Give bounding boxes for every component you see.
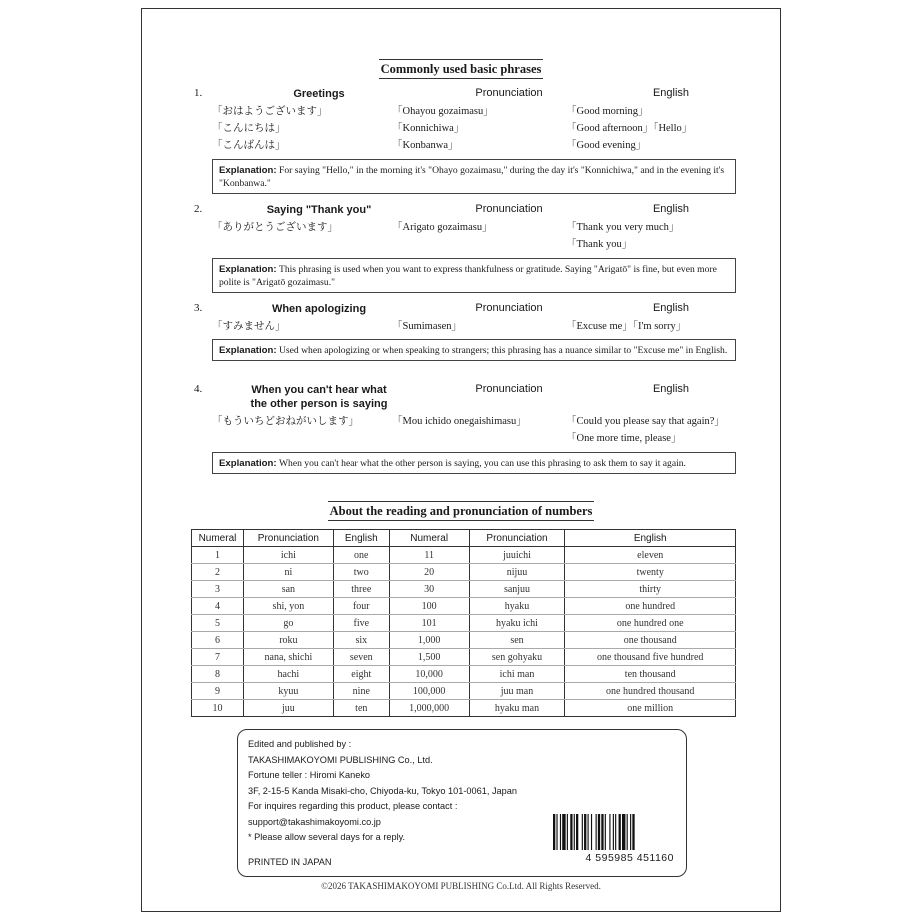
column-header: Pronunciation	[243, 530, 333, 547]
explanation-box: Explanation: Used when apologizing or when speaking to strangers; this phrasing has a nuance similar to "Excuse me" in English.	[212, 339, 736, 361]
table-cell: one million	[565, 700, 736, 717]
table-header-row	[192, 530, 736, 547]
table-cell: twenty	[565, 564, 736, 581]
fortune-teller: Fortune teller : Hiromi Kaneko	[248, 770, 371, 780]
table-row	[192, 598, 736, 615]
table-cell: 3	[192, 581, 244, 598]
phrase-row: 「Thank you」	[566, 239, 633, 250]
table-row	[192, 666, 736, 683]
publisher-info-box	[237, 729, 687, 877]
table-cell: one thousand five hundred	[565, 649, 736, 666]
table-cell: sen	[469, 632, 565, 649]
english-header: English	[652, 302, 690, 314]
numbers-title: About the reading and pronunciation of numbers	[142, 501, 780, 521]
phrase-row: 「もういちどおねがいします」 「Mou ichido onegaishimasu」 「Could you please say that again?」	[212, 416, 725, 427]
phrase-section-cant-hear	[194, 383, 734, 447]
table-cell: 1,500	[389, 649, 469, 666]
table-cell: 11	[389, 547, 469, 564]
table-cell: thirty	[565, 581, 736, 598]
table-cell: hachi	[243, 666, 333, 683]
section-number: 1.	[194, 87, 203, 99]
table-cell: ni	[243, 564, 333, 581]
section-number: 4.	[194, 383, 203, 395]
table-cell: san	[243, 581, 333, 598]
document-page	[141, 8, 781, 912]
table-cell: 100	[389, 598, 469, 615]
publisher-name: TAKASHIMAKOYOMI PUBLISHING Co., Ltd.	[248, 754, 433, 765]
phrases-title: Commonly used basic phrases	[142, 59, 780, 79]
table-cell: 4	[192, 598, 244, 615]
pronunciation-header: Pronunciation	[475, 302, 543, 314]
table-row	[192, 649, 736, 666]
printed-in: PRINTED IN JAPAN	[248, 856, 332, 867]
address: 3F, 2-15-5 Kanda Misaki-cho, Chiyoda-ku, Tokyo 101-0061, Japan	[248, 785, 517, 796]
column-header: Numeral	[389, 530, 469, 547]
table-cell: juuichi	[469, 547, 565, 564]
table-cell: sen gohyaku	[469, 649, 565, 666]
table-row	[192, 632, 736, 649]
table-cell: 1,000,000	[389, 700, 469, 717]
table-cell: hyaku ichi	[469, 615, 565, 632]
reply-note: * Please allow several days for a reply.	[248, 832, 406, 842]
column-header: English	[565, 530, 736, 547]
table-cell: one thousand	[565, 632, 736, 649]
table-cell: 5	[192, 615, 244, 632]
table-cell: one	[333, 547, 389, 564]
table-cell: one hundred one	[565, 615, 736, 632]
table-cell: sanjuu	[469, 581, 565, 598]
english-header: English	[652, 383, 690, 395]
table-cell: 10,000	[389, 666, 469, 683]
barcode-icon	[552, 814, 674, 850]
table-cell: eleven	[565, 547, 736, 564]
table-cell: go	[243, 615, 333, 632]
section-heading: Saying "Thank you"	[266, 204, 372, 216]
english-header: English	[652, 203, 690, 215]
section-heading: When you can't hear what the other person is saying	[250, 384, 388, 410]
phrase-row: 「おはようございます」 「Ohayou gozaimasu」 「Good morning」	[212, 106, 649, 117]
table-row	[192, 547, 736, 564]
numbers-table-body	[192, 547, 736, 717]
explanation-box: Explanation: This phrasing is used when you want to express thankfulness or gratitude. Saying "Arigatō" is fine, but even more polite is "Arigatō gozaimasu."	[212, 258, 736, 293]
pronunciation-header: Pronunciation	[475, 87, 543, 99]
column-header: Numeral	[192, 530, 244, 547]
phrase-row: 「こんにちは」 「Konnichiwa」 「Good afternoon」「Hello」	[212, 123, 693, 134]
table-cell: one hundred	[565, 598, 736, 615]
phrase-section-greetings	[194, 87, 734, 154]
table-cell: 2	[192, 564, 244, 581]
numbers-table	[191, 529, 736, 717]
table-cell: ten thousand	[565, 666, 736, 683]
section-heading: Greetings	[293, 88, 345, 100]
table-cell: hyaku man	[469, 700, 565, 717]
table-cell: 6	[192, 632, 244, 649]
table-cell: six	[333, 632, 389, 649]
section-number: 3.	[194, 302, 203, 314]
table-cell: 100,000	[389, 683, 469, 700]
column-header: English	[333, 530, 389, 547]
contact-email: support@takashimakoyomi.co.jp	[248, 816, 381, 827]
table-cell: three	[333, 581, 389, 598]
table-cell: 1,000	[389, 632, 469, 649]
table-cell: 20	[389, 564, 469, 581]
pronunciation-header: Pronunciation	[475, 203, 543, 215]
table-cell: nana, shichi	[243, 649, 333, 666]
table-cell: eight	[333, 666, 389, 683]
phrase-section-thank-you	[194, 203, 734, 253]
table-cell: two	[333, 564, 389, 581]
table-cell: shi, yon	[243, 598, 333, 615]
table-row	[192, 615, 736, 632]
phrase-row: 「One more time, please」	[566, 433, 682, 444]
table-cell: one hundred thousand	[565, 683, 736, 700]
table-cell: nijuu	[469, 564, 565, 581]
table-cell: nine	[333, 683, 389, 700]
table-cell: roku	[243, 632, 333, 649]
section-heading: When apologizing	[271, 303, 367, 315]
table-row	[192, 700, 736, 717]
table-cell: 8	[192, 666, 244, 683]
table-cell: ichi	[243, 547, 333, 564]
table-cell: 1	[192, 547, 244, 564]
copyright-notice: ©2026 TAKASHIMAKOYOMI PUBLISHING Co.Ltd. All Rights Reserved.	[321, 881, 601, 891]
section-number: 2.	[194, 203, 203, 215]
table-cell: juu	[243, 700, 333, 717]
explanation-box: Explanation: When you can't hear what the other person is saying, you can use this phrasing to ask them to say it again.	[212, 452, 736, 474]
phrase-row: 「こんばんは」 「Konbanwa」 「Good evening」	[212, 140, 647, 151]
phrase-section-apologizing	[194, 302, 734, 335]
phrase-row: 「すみません」 「Sumimasen」 「Excuse me」「I'm sorry」	[212, 321, 687, 332]
barcode-number: 4 595985 451160	[585, 851, 674, 864]
english-header: English	[652, 87, 690, 99]
table-row	[192, 581, 736, 598]
table-cell: 9	[192, 683, 244, 700]
table-row	[192, 683, 736, 700]
table-cell: 30	[389, 581, 469, 598]
phrase-row: 「ありがとうございます」 「Arigato gozaimasu」 「Thank you very much」	[212, 222, 680, 233]
table-cell: 7	[192, 649, 244, 666]
table-cell: five	[333, 615, 389, 632]
table-cell: juu man	[469, 683, 565, 700]
explanation-box: Explanation: For saying "Hello," in the morning it's "Ohayo gozaimasu," during the day it's "Konnichiwa," and in the evening it's "Konbanwa."	[212, 159, 736, 194]
table-cell: 10	[192, 700, 244, 717]
table-row	[192, 564, 736, 581]
table-cell: four	[333, 598, 389, 615]
column-header: Pronunciation	[469, 530, 565, 547]
contact-label: For inquires regarding this product, please contact :	[248, 801, 458, 811]
pronunciation-header: Pronunciation	[475, 383, 543, 395]
table-cell: ichi man	[469, 666, 565, 683]
publisher-label: Edited and published by :	[248, 739, 352, 749]
table-cell: seven	[333, 649, 389, 666]
table-cell: ten	[333, 700, 389, 717]
table-cell: 101	[389, 615, 469, 632]
table-cell: hyaku	[469, 598, 565, 615]
table-cell: kyuu	[243, 683, 333, 700]
